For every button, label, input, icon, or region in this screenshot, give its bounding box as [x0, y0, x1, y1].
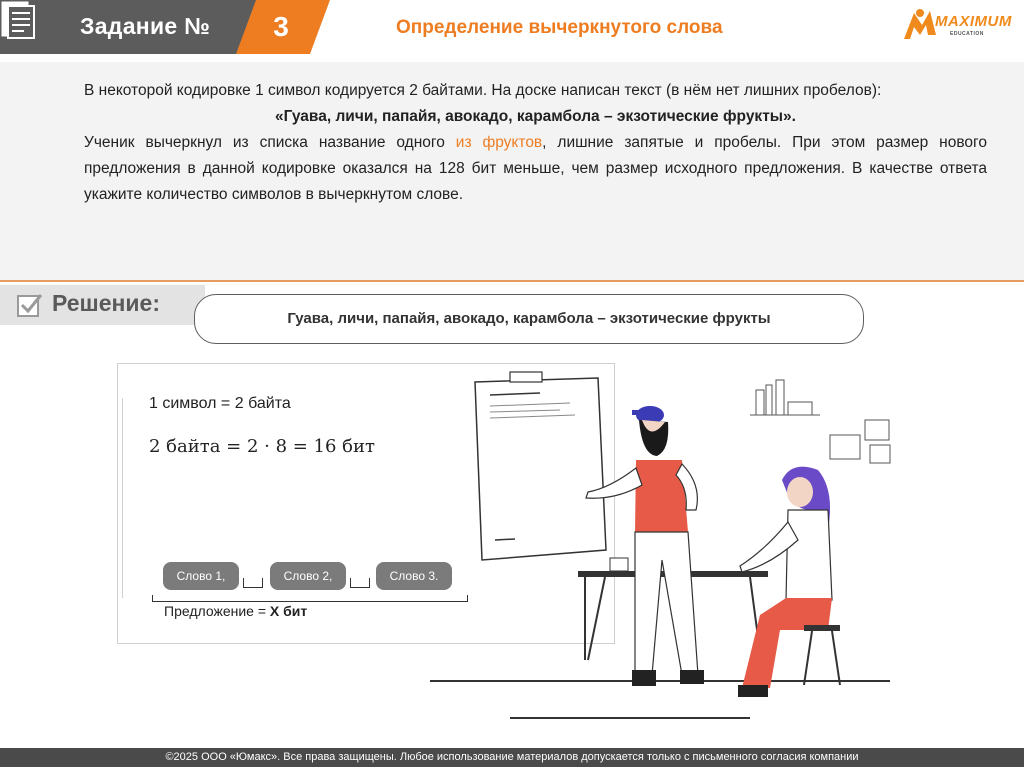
equation-1: 1 символ = 2 байта	[149, 395, 291, 412]
task-paragraph-2-last: В качестве ответа укажите количество символов в вычеркнутом слове.	[84, 160, 987, 203]
task-paragraph-2-start: Ученик вычеркнул из списка название одного	[84, 134, 456, 151]
space-bracket-2	[350, 578, 370, 588]
logo-mark-icon	[900, 5, 940, 45]
header	[0, 0, 1024, 62]
checkbox-check-icon	[17, 292, 43, 318]
solution-tab	[0, 285, 205, 325]
word-pill-2: Слово 2,	[270, 562, 346, 590]
task-quote: «Гуава, личи, папайя, авокадо, карамбола – экзотические фрукты».	[275, 108, 796, 125]
word-pill-3: Слово 3.	[376, 562, 452, 590]
sentence-box: Гуава, личи, папайя, авокадо, карамбола – экзотические фрукты	[194, 294, 864, 344]
footer: ©2025 ООО «Юмакс». Все права защищены. Любое использование материалов допускается только с письменного согласия компании	[0, 748, 1024, 767]
sentence-value: X бит	[269, 603, 308, 619]
teacher-student-illustration	[420, 360, 900, 730]
board-margin-line	[122, 398, 123, 598]
task-paragraph-1: В некоторой кодировке 1 символ кодируется 2 байтами. На доске написан текст (в нём нет лишних пробелов):	[84, 82, 882, 99]
sentence-prefix: Предложение =	[164, 603, 270, 619]
task-number: 3	[273, 11, 289, 42]
space-bracket-1	[243, 578, 263, 588]
task-panel	[0, 62, 1024, 282]
word-pill-1: Слово 1,	[163, 562, 239, 590]
sitting-woman	[738, 467, 840, 697]
maximum-logo	[900, 5, 1012, 47]
logo-text: MAXIMUM	[935, 13, 1012, 30]
page-title: Определение вычеркнутого слова	[396, 17, 723, 38]
task-highlight: из фруктов	[455, 134, 543, 151]
task-paragraph-2-end: , лишние запятые и пробелы. При этом размер нового предложения в данной кодировке оказался на 128 бит меньше, чем размер исходного предложения.	[84, 134, 987, 177]
document-icon	[0, 0, 36, 40]
task-text	[84, 78, 987, 208]
equation-2: 2 байта = 2 · 8 = 16 бит	[149, 436, 375, 457]
task-paragraph-2	[84, 130, 987, 208]
solution-label: Решение:	[52, 290, 161, 316]
shelf-decor	[750, 380, 890, 463]
poster-sheet	[475, 372, 606, 560]
task-label: Задание №	[80, 13, 211, 39]
logo-subtext: EDUCATION	[950, 31, 984, 37]
sentence-equation	[164, 603, 307, 619]
task-tab	[0, 0, 330, 54]
